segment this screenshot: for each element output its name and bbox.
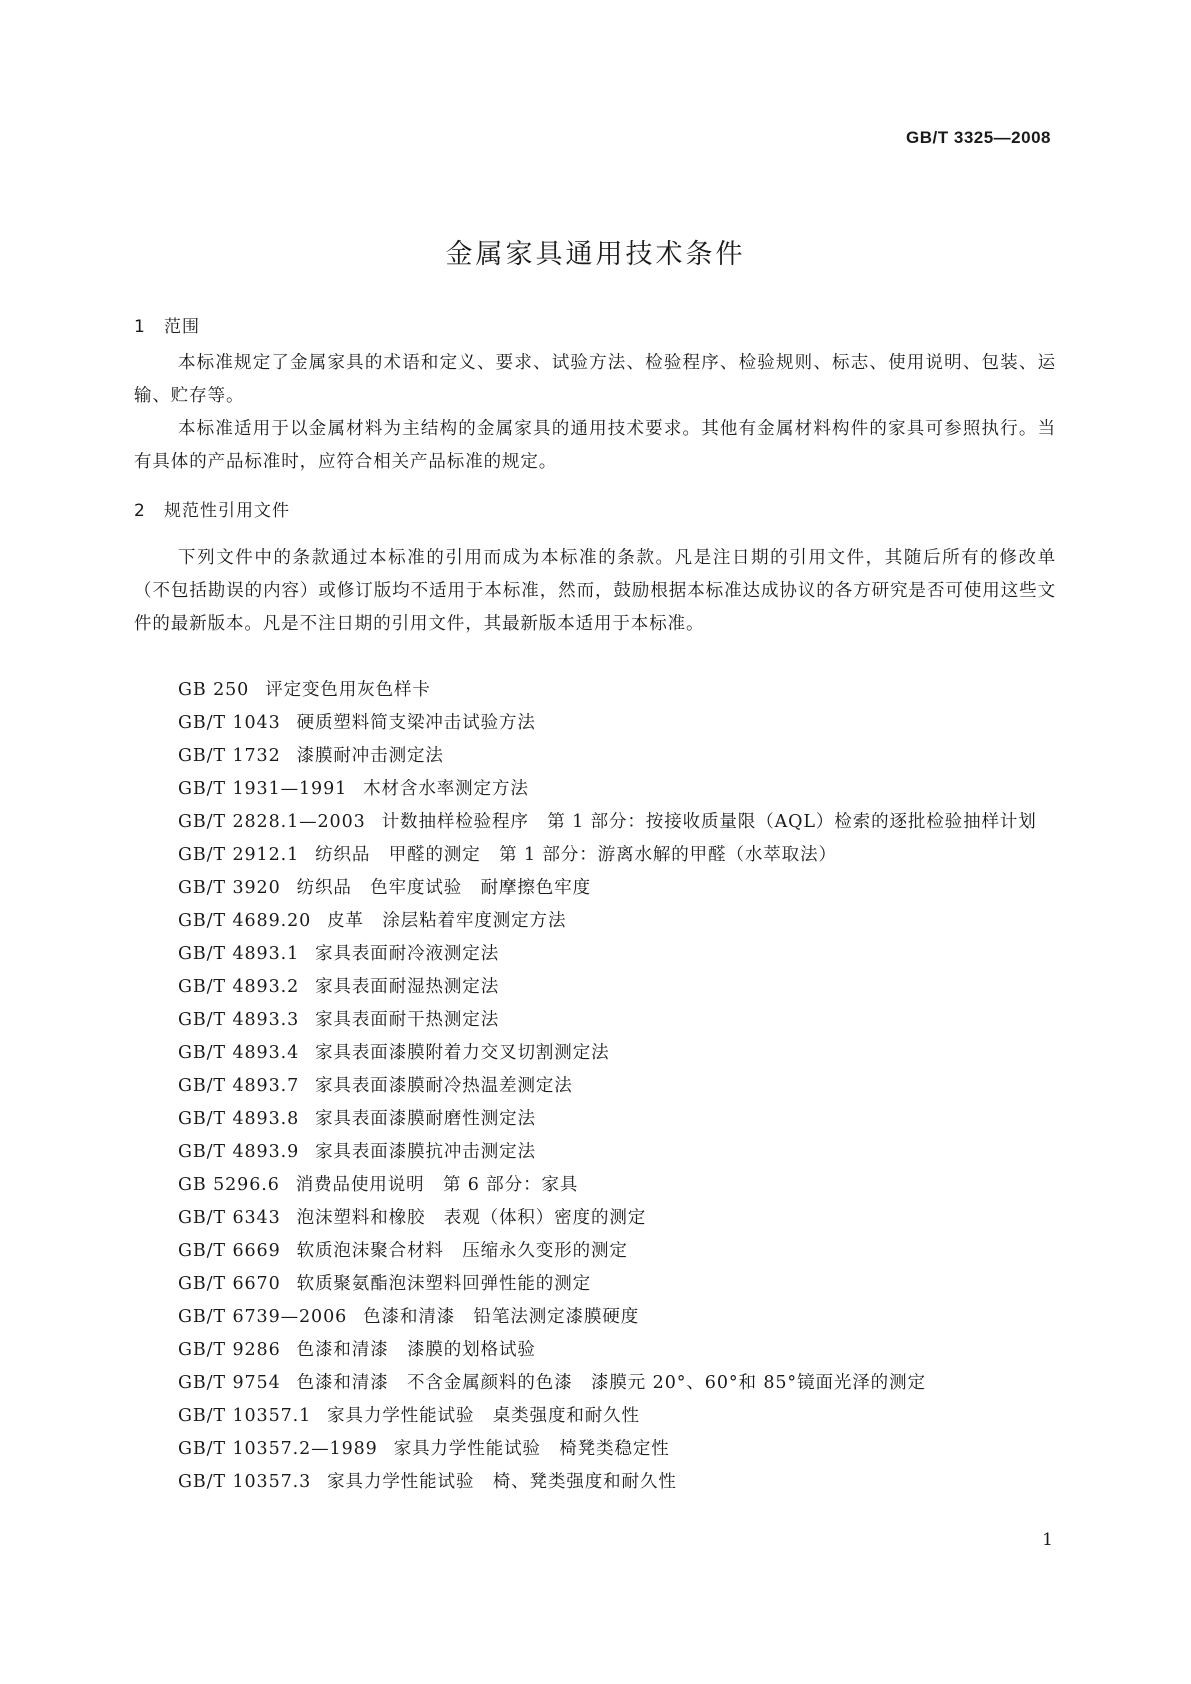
reference-code: GB/T 2912.1 bbox=[178, 845, 300, 865]
reference-item bbox=[134, 839, 1056, 872]
reference-title: 漆膜耐冲击测定法 bbox=[296, 746, 444, 766]
scope-paragraph-2: 本标准适用于以金属材料为主结构的金属家具的通用技术要求。其他有金属材料构件的家具可参照执行。当有具体的产品标准时，应符合相关产品标准的规定。 bbox=[134, 419, 1056, 472]
reference-code: GB/T 4689.20 bbox=[178, 911, 312, 931]
reference-title: 家具表面漆膜附着力交叉切割测定法 bbox=[315, 1043, 610, 1063]
reference-code: GB/T 10357.3 bbox=[178, 1472, 312, 1492]
reference-title: 家具表面耐干热测定法 bbox=[315, 1010, 500, 1030]
reference-item bbox=[134, 1235, 1056, 1268]
reference-item bbox=[134, 1070, 1056, 1103]
reference-code: GB/T 1043 bbox=[178, 713, 281, 733]
reference-item bbox=[134, 1466, 1056, 1499]
reference-code: GB 5296.6 bbox=[178, 1175, 280, 1195]
reference-item bbox=[134, 1400, 1056, 1433]
scope-paragraph-1: 本标准规定了金属家具的术语和定义、要求、试验方法、检验程序、检验规则、标志、使用说明、包装、运输、贮存等。 bbox=[134, 353, 1056, 406]
reference-title: 纺织品 甲醛的测定 第 1 部分：游离水解的甲醛（水萃取法） bbox=[315, 845, 837, 865]
reference-title: 色漆和清漆 不含金属颜料的色漆 漆膜元 20°、60°和 85°镜面光泽的测定 bbox=[296, 1373, 926, 1393]
reference-title: 软质泡沫聚合材料 压缩永久变形的测定 bbox=[296, 1241, 628, 1261]
reference-title: 软质聚氨酯泡沫塑料回弹性能的测定 bbox=[296, 1274, 592, 1294]
reference-title: 家具力学性能试验 椅凳类稳定性 bbox=[393, 1439, 670, 1459]
reference-code: GB/T 6669 bbox=[178, 1241, 281, 1261]
reference-title: 家具表面耐冷液测定法 bbox=[315, 944, 500, 964]
reference-code: GB/T 10357.1 bbox=[178, 1406, 312, 1426]
section-title: 范围 bbox=[164, 317, 200, 337]
reference-item bbox=[134, 707, 1056, 740]
reference-code: GB/T 10357.2—1989 bbox=[178, 1439, 378, 1459]
reference-code: GB/T 4893.9 bbox=[178, 1142, 300, 1162]
reference-title: 计数抽样检验程序 第 1 部分：按接收质量限（AQL）检索的逐批检验抽样计划 bbox=[381, 812, 1037, 832]
reference-item bbox=[134, 1268, 1056, 1301]
reference-code: GB/T 4893.1 bbox=[178, 944, 300, 964]
reference-title: 消费品使用说明 第 6 部分：家具 bbox=[295, 1175, 579, 1195]
reference-item bbox=[134, 1004, 1056, 1037]
reference-code: GB/T 6739—2006 bbox=[178, 1307, 348, 1327]
reference-code: GB/T 9286 bbox=[178, 1340, 281, 1360]
reference-code: GB/T 9754 bbox=[178, 1373, 281, 1393]
reference-item bbox=[134, 1037, 1056, 1070]
reference-item bbox=[134, 674, 1056, 707]
reference-title: 硬质塑料简支梁冲击试验方法 bbox=[296, 713, 536, 733]
reference-title: 家具表面漆膜抗冲击测定法 bbox=[315, 1142, 536, 1162]
document-title: 金属家具通用技术条件 bbox=[445, 239, 746, 270]
reference-title: 色漆和清漆 漆膜的划格试验 bbox=[296, 1340, 536, 1360]
reference-item bbox=[134, 971, 1056, 1004]
reference-code: GB/T 2828.1—2003 bbox=[178, 812, 366, 832]
reference-code: GB 250 bbox=[178, 680, 250, 700]
section-number: 1 bbox=[134, 317, 146, 337]
reference-item bbox=[134, 806, 1056, 839]
reference-code: GB/T 4893.2 bbox=[178, 977, 300, 997]
reference-code: GB/T 4893.7 bbox=[178, 1076, 300, 1096]
reference-code: GB/T 6343 bbox=[178, 1208, 281, 1228]
reference-title: 家具力学性能试验 椅、凳类强度和耐久性 bbox=[327, 1472, 677, 1492]
reference-title: 皮革 涂层粘着牢度测定方法 bbox=[327, 911, 567, 931]
section-number: 2 bbox=[134, 501, 146, 521]
reference-code: GB/T 6670 bbox=[178, 1274, 281, 1294]
reference-item bbox=[134, 1301, 1056, 1334]
reference-item bbox=[134, 905, 1056, 938]
reference-item bbox=[134, 938, 1056, 971]
reference-code: GB/T 1732 bbox=[178, 746, 281, 766]
reference-item bbox=[134, 773, 1056, 806]
references-intro-paragraph: 下列文件中的条款通过本标准的引用而成为本标准的条款。凡是注日期的引用文件，其随后所有的修改单（不包括勘误的内容）或修订版均不适用于本标准，然而，鼓励根据本标准达成协议的各方研究是否可使用这些文件的最新版本。凡是不注日期的引用文件，其最新版本适用于本标准。 bbox=[134, 548, 1056, 634]
reference-code: GB/T 4893.4 bbox=[178, 1043, 300, 1063]
standard-number: GB/T 3325—2008 bbox=[906, 128, 1051, 147]
reference-title: 家具表面漆膜耐磨性测定法 bbox=[315, 1109, 536, 1129]
reference-title: 家具表面耐湿热测定法 bbox=[315, 977, 500, 997]
reference-code: GB/T 3920 bbox=[178, 878, 281, 898]
reference-title: 家具力学性能试验 桌类强度和耐久性 bbox=[327, 1406, 640, 1426]
reference-code: GB/T 1931—1991 bbox=[178, 779, 348, 799]
reference-title: 纺织品 色牢度试验 耐摩擦色牢度 bbox=[296, 878, 592, 898]
reference-item bbox=[134, 1103, 1056, 1136]
normative-references-list bbox=[134, 674, 1056, 1499]
reference-code: GB/T 4893.3 bbox=[178, 1010, 300, 1030]
reference-title: 木材含水率测定方法 bbox=[363, 779, 529, 799]
reference-item bbox=[134, 1169, 1056, 1202]
reference-item bbox=[134, 1136, 1056, 1169]
reference-item bbox=[134, 740, 1056, 773]
reference-item bbox=[134, 1334, 1056, 1367]
reference-item bbox=[134, 1433, 1056, 1466]
section-2-heading bbox=[134, 496, 290, 521]
reference-title: 泡沫塑料和橡胶 表观（体积）密度的测定 bbox=[296, 1208, 647, 1228]
reference-code: GB/T 4893.8 bbox=[178, 1109, 300, 1129]
reference-item bbox=[134, 1202, 1056, 1235]
reference-title: 家具表面漆膜耐冷热温差测定法 bbox=[315, 1076, 573, 1096]
page-number: 1 bbox=[1042, 1530, 1053, 1550]
reference-item bbox=[134, 872, 1056, 905]
reference-item bbox=[134, 1367, 1056, 1400]
section-1-heading bbox=[134, 312, 200, 337]
reference-title: 色漆和清漆 铅笔法测定漆膜硬度 bbox=[363, 1307, 640, 1327]
section-title: 规范性引用文件 bbox=[164, 501, 290, 521]
reference-title: 评定变色用灰色样卡 bbox=[265, 680, 431, 700]
